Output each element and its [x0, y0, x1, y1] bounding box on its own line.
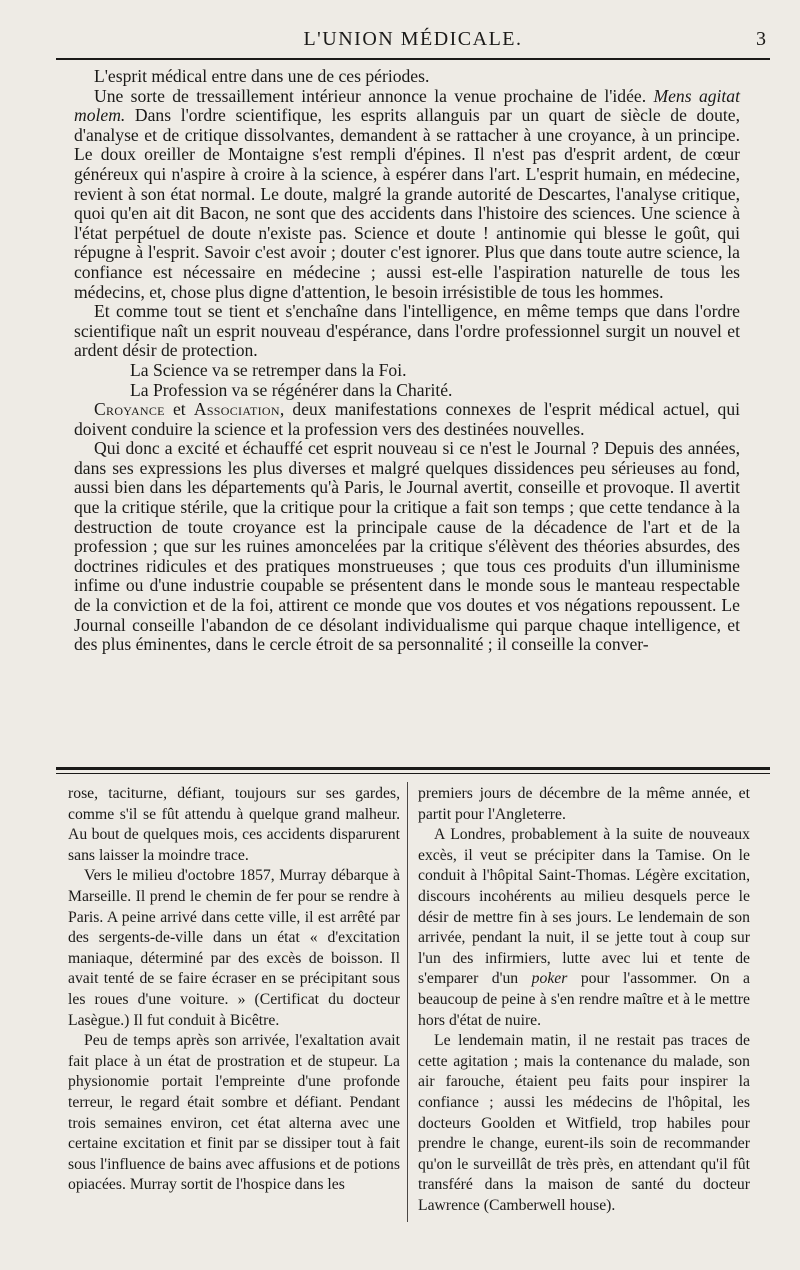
page-number: 3	[756, 28, 766, 50]
paragraph-text: premiers jours de décembre de la même année, et partit pour l'Angleterre.	[418, 785, 750, 823]
paragraph	[74, 400, 740, 439]
page-header	[56, 28, 770, 58]
small-caps-term: Croyance	[94, 399, 165, 420]
paragraph-text: Une sorte de tressaillement intérieur annonce la venue prochaine de l'idée.	[94, 85, 654, 106]
paragraph-text: rose, taciturne, défiant, toujours sur ses gardes, comme s'il se fût attendu à quelque grand malheur. Au bout de quelques mois, ces accidents disparurent sans laisser la moindre trace.	[68, 785, 400, 864]
paragraph	[418, 825, 750, 1031]
paragraph-text: pour l'assommer. On a beaucoup de peine à s'en rendre maître et à le mettre hors d'état de nuire.	[418, 970, 750, 1029]
small-caps-term: Association	[193, 399, 280, 420]
maxim-text: La Profession va se régénérer dans la Charité.	[130, 379, 453, 400]
paragraph-text: Le lendemain matin, il ne restait pas traces de cette agitation ; mais la contenance du malade, son air farouche, étaient peu faits pour inspirer la confiance ; aussi les médecins de l'hôpital, les docteurs Goolden et Witfield, trop habiles pour prendre le change, eurent-ils soin de recommander qu'on le surveillât de très près, en attendant qu'il fût transféré dans la maison de santé du docteur Lawrence (Camberwell house).	[418, 1032, 750, 1214]
paragraph	[418, 1031, 750, 1216]
maxim-text: La Science va se retremper dans la Foi.	[130, 359, 407, 380]
feuilleton-left-column	[68, 784, 400, 1196]
maxim	[74, 381, 740, 401]
paragraph	[68, 784, 400, 866]
column-divider	[407, 782, 408, 1222]
paragraph	[74, 87, 740, 303]
paragraph-text: Vers le milieu d'octobre 1857, Murray débarque à Marseille. Il prend le chemin de fer pour se rendre à Paris. A peine arrivé dans cette ville, il est arrêté par des sergents-de-ville dans un état « d'excitation maniaque, déterminé par des excès de boisson. Il avait tenté de se faire écraser en se précipitant sous les roues d'une voiture. » (Certificat du docteur Lasègue.) Il fut conduit à Bicêtre.	[68, 867, 400, 1029]
paragraph-text: Peu de temps après son arrivée, l'exaltation avait fait place à un état de prostration et de stupeur. La physionomie portait l'empreinte d'une profonde terreur, le regard était sombre et défiant. Pendant trois semaines environ, cet état alterna avec une certaine excitation et finit par se dissiper tout à fait sous l'influence de bains avec affusions et de potions opiacées. Murray sortit de l'hospice dans les	[68, 1032, 400, 1194]
latin-quote: Mens agitat molem.	[74, 85, 740, 126]
thick-rule	[56, 767, 770, 770]
thin-rule	[56, 773, 770, 774]
header-rule	[56, 58, 770, 60]
paragraph	[74, 302, 740, 361]
paragraph-text: Qui donc a excité et échauffé cet esprit nouveau si ce n'est le Journal ? Depuis des années, dans ses expressions les plus diverses et malgré quelques dissidences peu sérieuses au fond, aussi bien dans les départements qu'à Paris, le Journal avertit, conseille et provoque. Il avertit que la critique stérile, que la critique pour la critique a fait son temps ; que cette tendance à la destruction de toute croyance est la principale cause de la décadence de l'art et de la profession ; que sur les ruines amoncelées par la critique s'élèvent des théories absurdes, des doctrines ridicules et des pratiques monstrueuses ; que tous ces produits d'un illuminisme infime ou d'une industrie coupable se présentent dans le monde sous le manteau respectable de la conviction et de la foi, attirent ce monde que vos doutes et vos négations repoussent. Le Journal conseille l'abandon de ce désolant individualisme qui parque chaque intelligence, et des plus éminentes, dans le cercle étroit de sa personnalité ; il conseille la conver-	[74, 438, 740, 655]
paragraph	[418, 784, 750, 825]
paragraph-text: A Londres, probablement à la suite de nouveaux excès, il veut se précipiter dans la Tamise. On le conduit à l'hôpital Saint-Thomas. Légère excitation, discours incohérents au milieu desquels perce le désir de mettre fin à ses jours. Le lendemain de son arrivée, pendant la nuit, il se jette tout à coup sur l'un des infirmiers, lutte avec lui et tente de s'emparer d'un	[418, 826, 750, 988]
paragraph	[68, 1031, 400, 1196]
running-title: L'UNION MÉDICALE.	[303, 28, 523, 50]
paragraph	[74, 67, 740, 87]
paragraph-text: L'esprit médical entre dans une de ces périodes.	[94, 66, 430, 86]
paragraph-text: Dans l'ordre scientifique, les esprits allanguis par un quart de siècle de doute, d'analyse et de critique dissolvantes, demandent à se rattacher à une croyance, à un principe. Le doux oreiller de Montaigne s'est rempli d'épines. Il n'est pas d'esprit ardent, de cœur généreux qui n'aspire à croire à la science, à espérer dans l'art. L'esprit humain, en médecine, revient à son état normal. Le doute, malgré la grande autorité de Descartes, l'analyse critique, quoi qu'en ait dit Bacon, ne sont que des accidents dans l'histoire des sciences. Une science à l'état perpétuel de doute n'existe pas. Science et doute ! antinomie qui blesse le goût, qui répugne à l'esprit. Savoir c'est avoir ; douter c'est ignorer. Plus que dans toute autre science, la confiance est nécessaire en médecine ; aussi est-elle l'aspiration naturelle de tous les médecins, et, chose plus digne d'attention, le besoin irrésistible de tous les hommes.	[74, 105, 740, 302]
main-article	[74, 67, 740, 655]
paragraph	[68, 866, 400, 1031]
paragraph	[74, 439, 740, 655]
paragraph-text: , deux manifestations connexes de l'esprit médical actuel, qui doivent conduire la science et la profession vers des destinées nouvelles.	[74, 399, 740, 439]
feuilleton-right-column	[418, 784, 750, 1216]
maxim	[74, 361, 740, 381]
italic-word: poker	[531, 970, 568, 988]
paragraph-text: et	[164, 399, 194, 420]
paragraph-text: Et comme tout se tient et s'enchaîne dans l'intelligence, en même temps que dans l'ordre scientifique naît un esprit nouveau d'espérance, dans l'ordre professionnel surgit un nouvel et ardent désir de protection.	[74, 301, 740, 361]
section-rule	[56, 767, 770, 774]
